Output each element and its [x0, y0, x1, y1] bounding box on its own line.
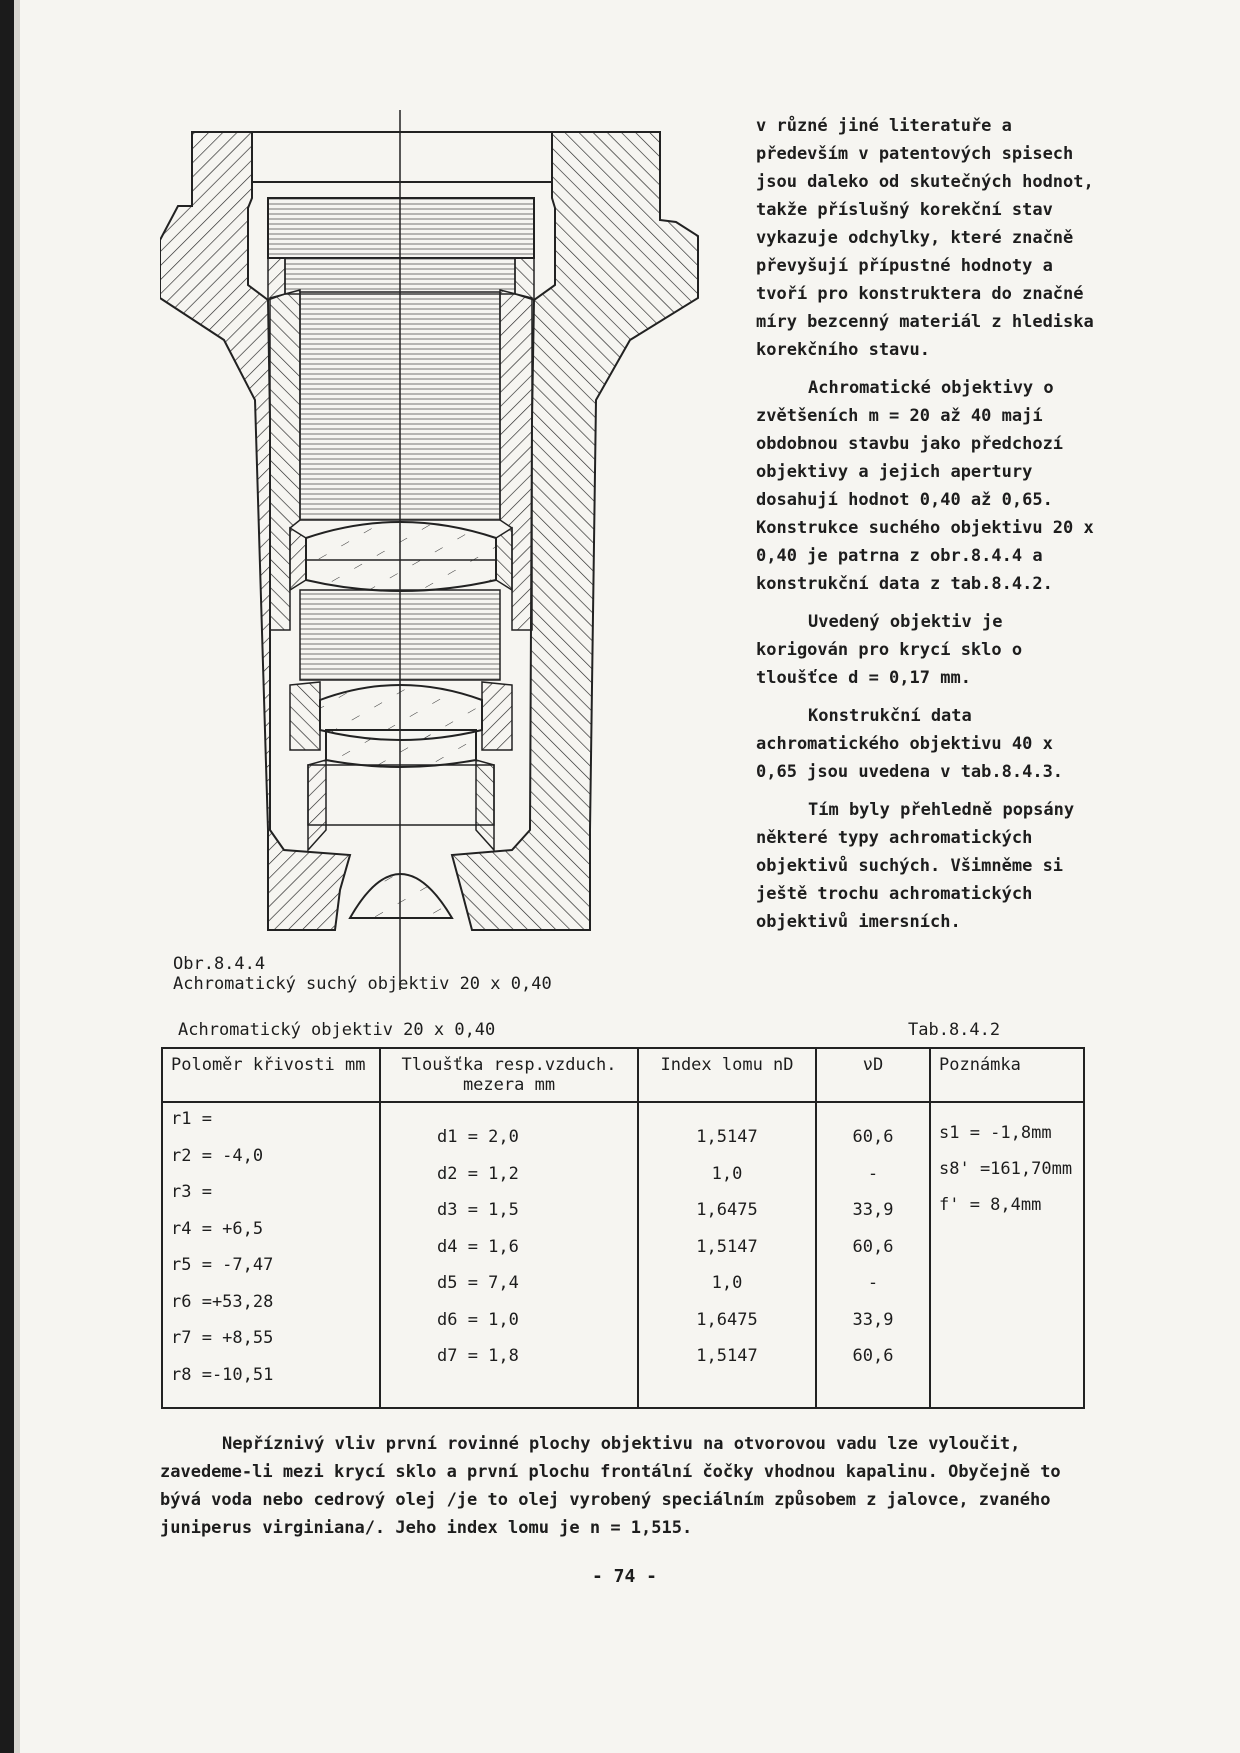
thickness-cell-4: d4 = 1,6 — [437, 1236, 519, 1257]
bottom-paragraph-text: Nepříznivý vliv první rovinné plochy objektivu na otvorovou vadu lze vyloučit, zavedeme-li mezi krycí sklo a první plochu frontální čočky vhodnou kapalinu. Obyčejně to bývá voda nebo cedrový olej /je to olej vyrobený speciálním způsobem z jalovce, zvaného juniperus virginiana/. Jeho index lomu je n = 1,515. — [160, 1434, 1061, 1538]
index-cell-2: 1,0 — [711, 1163, 743, 1184]
table-header-row — [162, 1048, 1084, 1102]
radius-cell-5: r5 = -7,47 — [171, 1255, 274, 1275]
note-cell-1: s1 = -1,8mm — [939, 1123, 1052, 1143]
column-paragraph-3: Uvedený objektiv je korigován pro krycí sklo o tloušťce d = 0,17 mm. — [756, 612, 1023, 688]
column-paragraph-5: Tím byly přehledně popsány některé typy achromatických objektivů suchých. Všimněme si ještě trochu achromatických objektivů imersních. — [756, 800, 1075, 932]
header-radius: Poloměr křivosti mm — [162, 1048, 380, 1102]
index-cell-3: 1,6475 — [696, 1200, 758, 1220]
abbe-cell-5: - — [867, 1273, 879, 1293]
header-notes: Poznámka — [930, 1048, 1084, 1102]
radius-cell-2: r2 = -4,0 — [171, 1145, 264, 1166]
page-number: - 74 - — [592, 1566, 658, 1587]
index-cell-5: 1,0 — [711, 1273, 743, 1293]
radius-cell-1: r1 = — [171, 1109, 212, 1129]
radius-cell-4: r4 = +6,5 — [171, 1218, 264, 1239]
radius-cell-6: r6 =+53,28 — [171, 1291, 274, 1312]
column-paragraph-2: Achromatické objektivy o zvětšeních m = 20 až 40 mají obdobnou stavbu jako předchozí objektivy a jejich apertury dosahují hodnot 0,40 až 0,65. Konstrukce suchého objektivu 20 x 0,40 je patrna z obr.8.4.4 a konstrukční data z tab.8.4.2. — [756, 378, 1094, 594]
notes-column — [930, 1102, 1084, 1408]
header-index: Index lomu nD — [638, 1048, 816, 1102]
right-column-text — [756, 112, 1101, 946]
index-cell-6: 1,6475 — [696, 1309, 758, 1330]
table-title: Achromatický objektiv 20 x 0,40 — [178, 1020, 496, 1040]
figure-label: Obr.8.4.4 — [173, 954, 266, 974]
column-paragraph-4: Konstrukční data achromatického objektivu 40 x 0,65 jsou uvedena v tab.8.4.3. — [756, 706, 1064, 782]
radius-cell-3: r3 = — [171, 1182, 212, 1202]
thickness-cell-7: d7 = 1,8 — [437, 1346, 519, 1366]
index-column — [638, 1102, 816, 1408]
abbe-cell-3: 33,9 — [852, 1200, 894, 1220]
thickness-cell-5: d5 = 7,4 — [437, 1273, 519, 1293]
radius-cell-7: r7 = +8,55 — [171, 1328, 274, 1348]
figure-caption — [173, 954, 552, 994]
scan-edge — [0, 0, 14, 1753]
figure-caption-text: Achromatický suchý objektiv 20 x 0,40 — [173, 974, 552, 994]
header-abbe: νD — [816, 1048, 930, 1102]
bottom-paragraph — [160, 1430, 1105, 1542]
objective-cross-section-drawing — [160, 110, 720, 990]
thickness-cell-1: d1 = 2,0 — [437, 1127, 519, 1147]
index-cell-7: 1,5147 — [696, 1346, 758, 1366]
index-cell-4: 1,5147 — [696, 1236, 758, 1257]
table-body-row — [162, 1102, 1084, 1408]
note-cell-3: f' = 8,4mm — [939, 1195, 1042, 1215]
abbe-cell-1: 60,6 — [852, 1127, 894, 1147]
abbe-cell-6: 33,9 — [852, 1309, 894, 1330]
thickness-cell-6: d6 = 1,0 — [437, 1309, 519, 1330]
abbe-column — [816, 1102, 930, 1408]
radius-column — [162, 1102, 380, 1408]
header-thickness: Tloušťka resp.vzduch. mezera mm — [380, 1048, 638, 1102]
lens-data-table — [161, 1047, 1085, 1409]
note-cell-2: s8' =161,70mm — [939, 1159, 1073, 1179]
abbe-cell-2: - — [867, 1163, 879, 1184]
table-reference: Tab.8.4.2 — [908, 1020, 1001, 1040]
index-cell-1: 1,5147 — [696, 1127, 758, 1147]
thickness-column — [380, 1102, 638, 1408]
column-paragraph-1: v různé jiné literatuře a především v patentových spisech jsou daleko od skutečných hodnot, takže příslušný korekční stav vykazuje odchylky, které značně převyšují přípustné hodnoty a tvoří pro konstruktera do značné míry bezcenný materiál z hlediska korekčního stavu. — [756, 116, 1094, 360]
abbe-cell-4: 60,6 — [852, 1236, 894, 1257]
abbe-cell-7: 60,6 — [852, 1346, 894, 1366]
scan-edge-shadow — [14, 0, 20, 1753]
thickness-cell-2: d2 = 1,2 — [437, 1163, 519, 1184]
thickness-cell-3: d3 = 1,5 — [437, 1200, 519, 1220]
radius-cell-8: r8 =-10,51 — [171, 1364, 274, 1385]
